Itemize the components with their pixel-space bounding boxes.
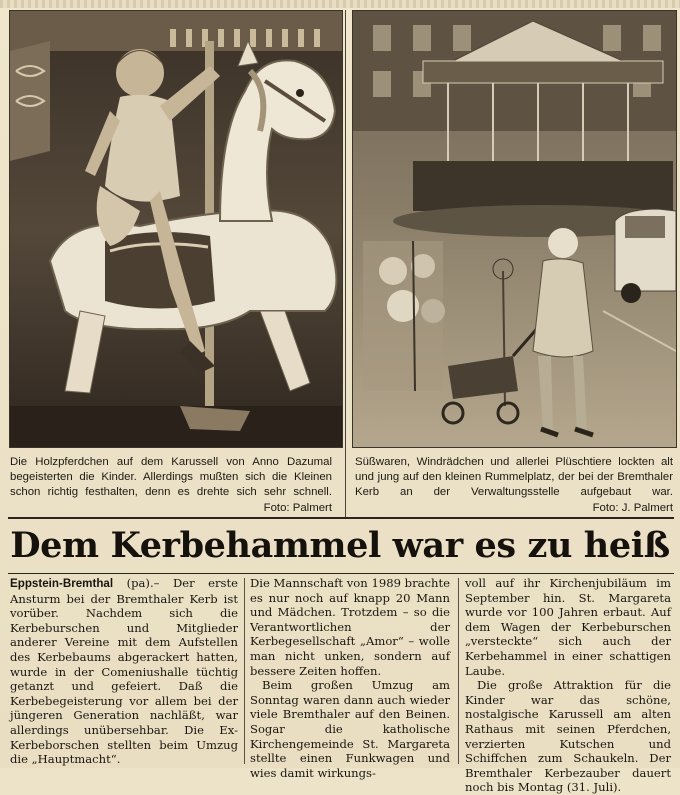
source-tag: (pa). [126, 576, 154, 590]
photo-caption-left [10, 455, 332, 516]
paragraph: Beim großen Umzug am Sonntag waren dann auch wieder viele Bremthaler auf den Beinen. Sogar die katholische Kirchengemeinde St. Margareta stellte einen Funkwagen und wies damit wirkungs- [250, 678, 450, 780]
dateline: Eppstein-Bremthal [10, 577, 114, 590]
photo-credit: Foto: J. Palmert [592, 501, 673, 514]
paragraph: voll auf ihr Kirchenjubiläum im September hin. St. Margareta wurde vor 100 Jahren erbaut. Auf dem Wagen der Kerbeburschen „versteckte“ sich auch der Kerbehammel in einer schattigen Laube. [465, 576, 671, 678]
article-column-3 [465, 576, 671, 795]
caption-text: Süßwaren, Windrädchen und allerlei Plüschtiere lockten alt und jung auf den kleinen Rummelplatz, der bei der Bremthaler Kerb an der Verwaltungsstelle aufgebaut war. [355, 456, 673, 499]
paragraph [10, 576, 238, 767]
rule-below-headline [8, 573, 674, 574]
carousel-horse-photo [9, 10, 343, 448]
paragraph: Die Mannschaft von 1989 brachte es nur noch auf knapp 20 Mann und Mädchen. Trotzdem – so die Verantwortlichen der Kerbegesellschaft „Amor“ – wolle man nicht unken, sondern auf bessere Zeiten hoffen. [250, 576, 450, 678]
article-headline: Dem Kerbehammel war es zu heiß [10, 525, 670, 566]
rule-above-headline [8, 517, 674, 519]
fairground-square-photo [352, 10, 677, 448]
column-divider [458, 578, 459, 764]
paragraph: Die große Attraktion für die Kinder war das schöne, nostalgische Karussell am alten Rathaus mit seinen Pferdchen, verzierten Kutschen und Schiffchen zum Schaukeln. Der Bremthaler Kerbezauber dauert noch bis Montag (31. Juli). [465, 678, 671, 795]
previous-article-edge [0, 0, 680, 8]
photo-divider [345, 10, 346, 517]
photo-credit: Foto: Palmert [263, 501, 332, 514]
article-column-1 [10, 576, 238, 767]
column-divider [244, 578, 245, 764]
article-column-2 [250, 576, 450, 780]
paragraph-text: – Der erste Ansturm bei der Bremthaler Kerb ist vorüber. Nachdem sich die Kerbeburschen und Mitglieder anderer Vereine mit dem Aufstellen des Kerbebaums abgerackert hatten, wurde in der Comeniushalle tüchtig getanzt und gefeiert. Daß die Kerbebegeisterung vor allem bei der jüngeren Generation nachläßt, war allerdings unübersehbar. Die Ex-Kerbeborschen stellten beim Umzug die „Hauptmacht“. [10, 576, 238, 767]
photo-caption-right [355, 455, 673, 516]
caption-text: Die Holzpferdchen auf dem Karussell von Anno Dazumal begeisterten die Kinder. Allerdings mußten sich die Kleinen schon richtig festhalten, denn es drehte sich sehr schnell. [10, 456, 332, 499]
